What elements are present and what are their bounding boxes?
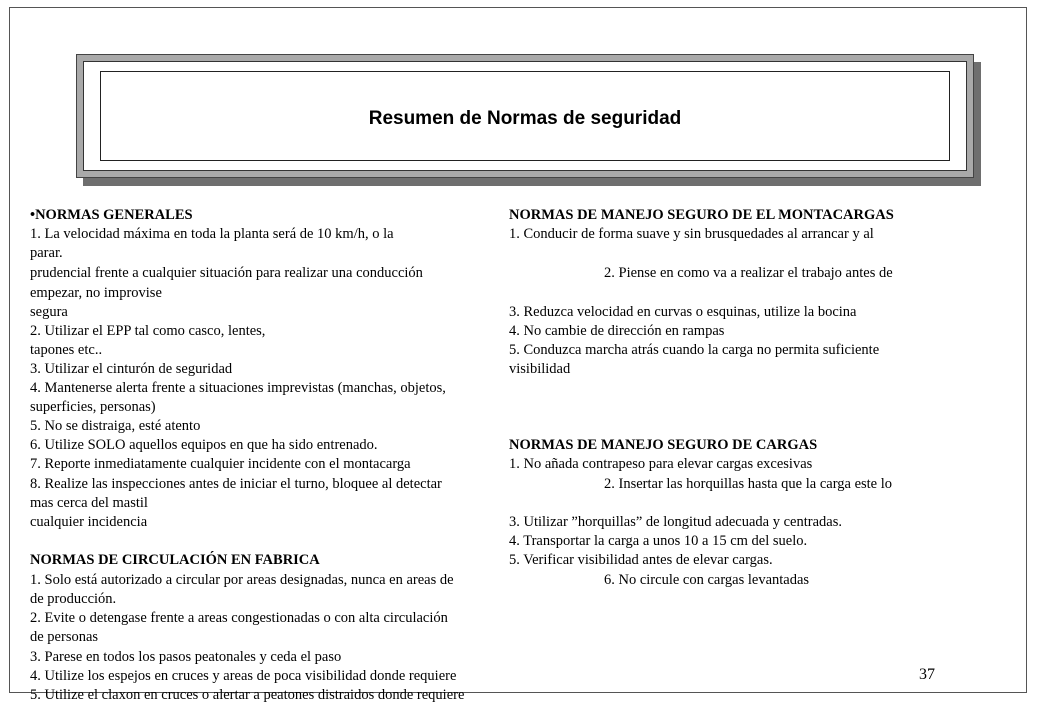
heading-manejo-montacargas: NORMAS DE MANEJO SEGURO DE EL MONTACARGAS — [509, 207, 894, 223]
text-line: 5. Verificar visibilidad antes de elevar cargas. — [509, 552, 773, 568]
text-line: 6. No circule con cargas levantadas — [604, 572, 810, 588]
text-line: de producción. — [30, 591, 117, 607]
text-line: 2. Piense en como va a realizar el trabajo antes de — [604, 265, 893, 281]
text-line: tapones etc.. — [30, 342, 103, 358]
text-line: 2. Insertar las horquillas hasta que la carga este lo — [604, 476, 893, 492]
text-line: 5. Utilize el claxon en cruces o alertar a peatones distraidos donde requiere — [30, 687, 465, 703]
text-line: mas cerca del mastil — [30, 495, 148, 511]
text-line: 1. Solo está autorizado a circular por areas designadas, nunca en areas de — [30, 572, 454, 588]
text-line: 6. Utilize SOLO aquellos equipos en que ha sido entrenado. — [30, 437, 378, 453]
text-line: 1. Conducir de forma suave y sin brusquedades al arrancar y al — [509, 226, 874, 242]
text-line: superficies, personas) — [30, 399, 156, 415]
text-line: visibilidad — [509, 361, 571, 377]
title-banner — [76, 54, 974, 178]
text-line: 4. Transportar la carga a unos 10 a 15 cm del suelo. — [509, 533, 808, 549]
title-banner-inner — [100, 71, 950, 161]
text-line: 1. La velocidad máxima en toda la planta será de 10 km/h, o la — [30, 226, 394, 242]
heading-manejo-cargas: NORMAS DE MANEJO SEGURO DE CARGAS — [509, 437, 818, 453]
text-line: 3. Reduzca velocidad en curvas o esquinas, utilize la bocina — [509, 304, 857, 320]
text-line: 7. Reporte inmediatamente cualquier incidente con el montacarga — [30, 456, 411, 472]
page-number: 37 — [919, 666, 935, 683]
heading-normas-generales: •NORMAS GENERALES — [30, 207, 193, 223]
page-title: Resumen de Normas de seguridad — [368, 108, 682, 129]
text-line: 4. Mantenerse alerta frente a situaciones imprevistas (manchas, objetos, — [30, 380, 446, 396]
text-line: parar. — [30, 245, 63, 261]
text-line: cualquier incidencia — [30, 514, 148, 530]
text-line: prudencial frente a cualquier situación para realizar una conducción — [30, 265, 423, 281]
text-line: 8. Realize las inspecciones antes de iniciar el turno, bloquee al detectar — [30, 476, 442, 492]
text-line: de personas — [30, 629, 99, 645]
text-line: 2. Evite o detengase frente a areas congestionadas o con alta circulación — [30, 610, 448, 626]
text-line: 1. No añada contrapeso para elevar cargas excesivas — [509, 456, 813, 472]
text-line: 5. Conduzca marcha atrás cuando la carga no permita suficiente — [509, 342, 880, 358]
text-line: 4. No cambie de dirección en rampas — [509, 323, 725, 339]
text-line: 3. Parese en todos los pasos peatonales y ceda el paso — [30, 649, 342, 665]
text-line: 2. Utilizar el EPP tal como casco, lentes, — [30, 323, 266, 339]
text-line: 3. Utilizar ”horquillas” de longitud adecuada y centradas. — [509, 514, 842, 530]
text-line: 3. Utilizar el cinturón de seguridad — [30, 361, 233, 377]
heading-normas-circulacion: NORMAS DE CIRCULACIÓN EN FABRICA — [30, 552, 320, 568]
title-banner-frame — [83, 61, 967, 171]
text-line: 4. Utilize los espejos en cruces y areas de poca visibilidad donde requiere — [30, 668, 457, 684]
text-line: empezar, no improvise — [30, 285, 162, 301]
text-line: 5. No se distraiga, esté atento — [30, 418, 201, 434]
text-line: segura — [30, 304, 68, 320]
